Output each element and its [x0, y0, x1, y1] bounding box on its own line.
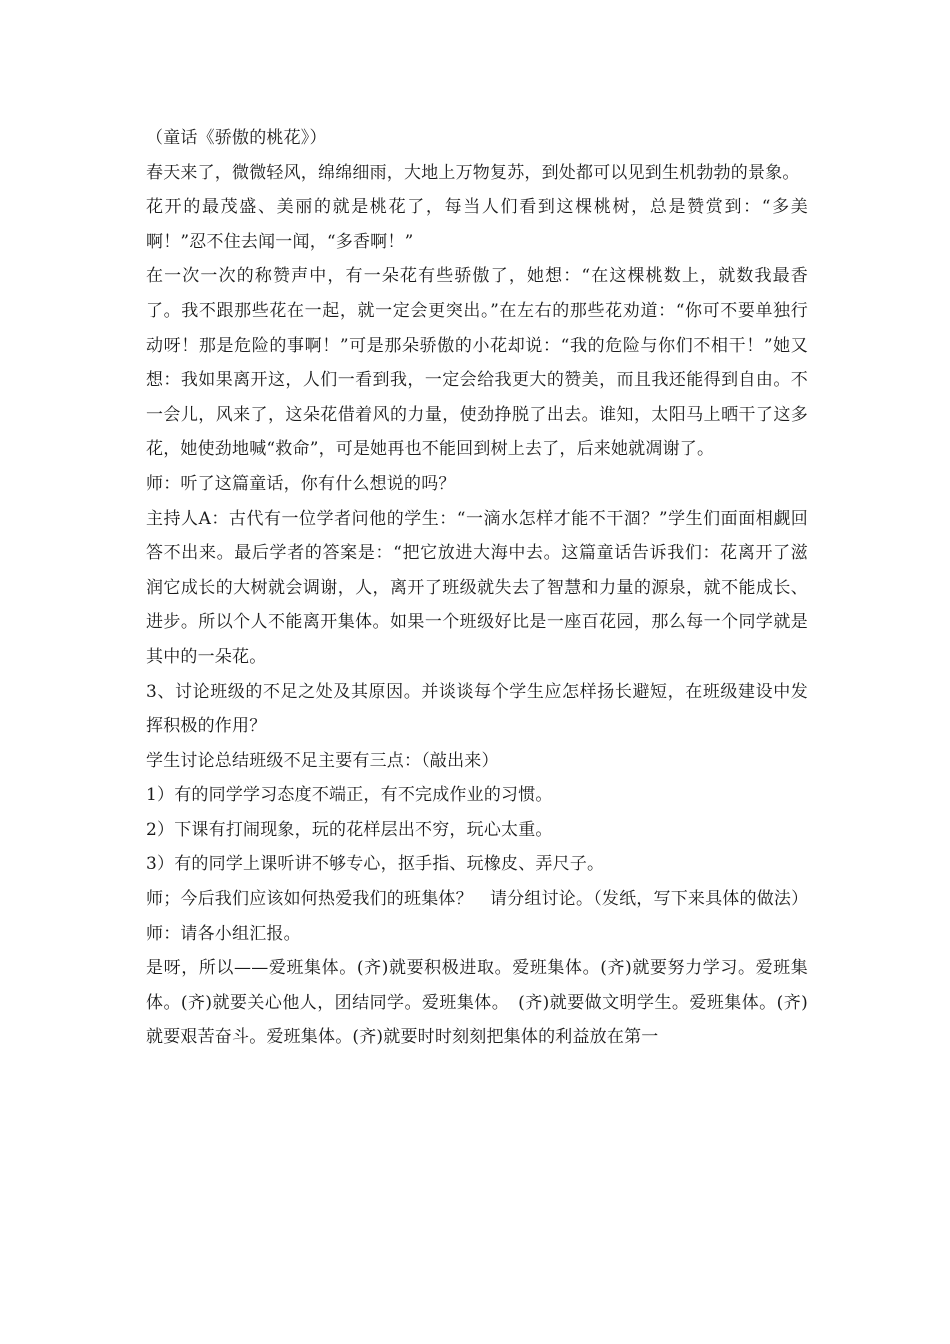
story-title: （童话《骄傲的桃花》）	[146, 128, 327, 148]
list-item: 2）下课有打闹现象，玩的花样层出不穷，玩心太重。	[146, 819, 553, 840]
paragraph: 3、讨论班级的不足之处及其原因。并谈谈每个学生应怎样扬长避短，在班级建设中发挥积极的作用？	[146, 681, 808, 737]
list-item: 1）有的同学学习态度不端正，有不完成作业的习惯。	[146, 785, 553, 806]
paragraph: 学生讨论总结班级不足主要有三点：（敲出来）	[146, 750, 499, 771]
list-item: 3）有的同学上课听讲不够专心，抠手指、玩橡皮、弄尺子。	[146, 854, 605, 875]
paragraph: 花开的最茂盛、美丽的就是桃花了，每当人们看到这棵桃树，总是赞赏到：“多美啊！”忍不住去闻一闻，“多香啊！”	[146, 197, 808, 252]
paragraph: 在一次一次的称赞声中，有一朵花有些骄傲了，她想：“在这棵桃数上，就数我最香了。我不跟那些花在一起，就一定会更突出。”在左右的那些花劝道：“你可不要单独行动呀！那是危险的事啊！”可是那朵骄傲的小花却说：“我的危险与你们不相干！”她又想：我如果离开这，人们一看到我，一定会给我更大的赞美，而且我还能得到自由。不一会儿，风来了，这朵花借着风的力量，使劲挣脱了出去。谁知，太阳马上晒干了这多花，她使劲地喊“救命”，可是她再也不能回到树上去了，后来她就凋谢了。	[146, 266, 808, 460]
paragraph: 师：请各小组汇报。	[146, 923, 301, 944]
document-body	[146, 121, 808, 1055]
paragraph: 春天来了，微微轻风，绵绵细雨，大地上万物复苏，到处都可以见到生机勃勃的景象。	[146, 162, 800, 183]
paragraph: 师；今后我们应该如何热爱我们的班集体？ 请分组讨论。（发纸，写下来具体的做法）	[146, 889, 809, 910]
paragraph: 主持人A：古代有一位学者问他的学生：“一滴水怎样才能不干涸？”学生们面面相觑回答不出来。最后学者的答案是：“把它放进大海中去。这篇童话告诉我们：花离开了滋润它成长的大树就会调谢，人，离开了班级就失去了智慧和力量的源泉，就不能成长、进步。所以个人不能离开集体。如果一个班级好比是一座百花园，那么每一个同学就是其中的一朵花。	[146, 508, 808, 667]
paragraph: 师：听了这篇童话，你有什么想说的吗？	[146, 473, 456, 494]
paragraph: 是呀，所以——爱班集体。(齐)就要积极进取。爱班集体。(齐)就要努力学习。爱班集体。(齐)就要关心他人，团结同学。爱班集体。 (齐)就要做文明学生。爱班集体。(齐)就要艰苦奋斗。爱班集体。(齐)就要时时刻刻把集体的利益放在第一	[146, 958, 808, 1048]
